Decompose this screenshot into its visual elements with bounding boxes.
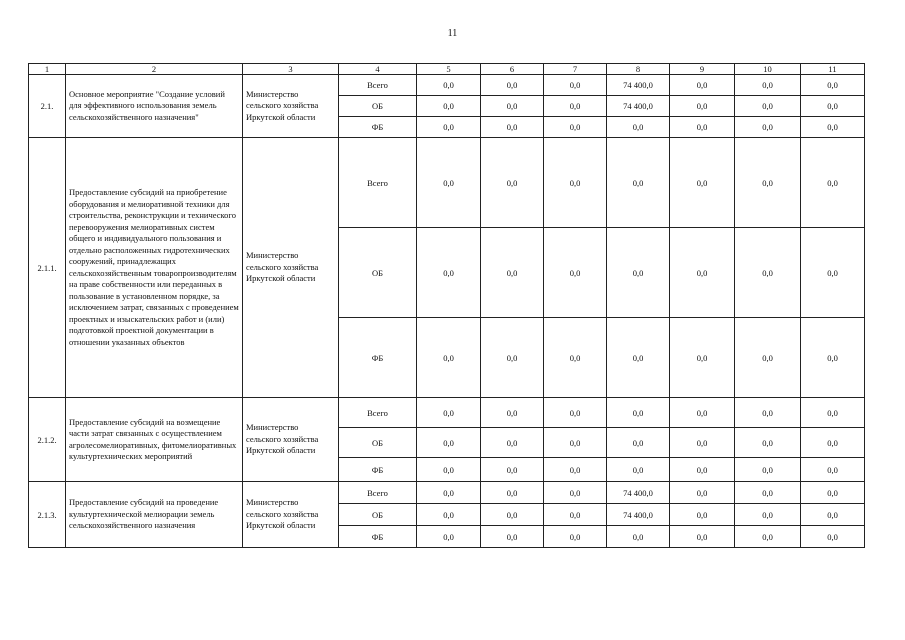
row-code: 2.1. (29, 75, 66, 138)
value-cell: 0,0 (607, 458, 670, 482)
value-cell: 0,0 (607, 318, 670, 398)
value-cell: 0,0 (735, 96, 801, 117)
value-cell: 0,0 (801, 526, 865, 548)
value-cell: 0,0 (735, 526, 801, 548)
value-cell: 0,0 (670, 117, 735, 138)
value-cell: 0,0 (801, 138, 865, 228)
funding-source: ФБ (339, 117, 417, 138)
value-cell: 0,0 (801, 75, 865, 96)
row-description: Предоставление субсидий на приобретение оборудования и мелиоративной техники для строительства, реконструкции и технического перевооружения мелиоративных систем общего и индивидуального пользования и отдельно расположенных гидротехнических сооружений, принадлежащих сельскохозяйственным товаропроизводителям на праве собственности или переданных в пользование в установленном порядке, за исключением затрат, связанных с проведением проектных и изыскательских работ и (или) подготовкой проектной документации в отношении указанных объектов (66, 138, 243, 398)
value-cell: 0,0 (801, 117, 865, 138)
value-cell: 0,0 (544, 228, 607, 318)
funding-source: Всего (339, 75, 417, 96)
value-cell: 0,0 (670, 504, 735, 526)
value-cell: 0,0 (481, 458, 544, 482)
value-cell: 0,0 (801, 428, 865, 458)
row-code: 2.1.2. (29, 398, 66, 482)
row-code: 2.1.1. (29, 138, 66, 398)
funding-source: Всего (339, 138, 417, 228)
value-cell: 0,0 (544, 458, 607, 482)
row-code: 2.1.3. (29, 482, 66, 548)
value-cell: 0,0 (481, 526, 544, 548)
row-executor: Министерство сельского хозяйства Иркутской области (243, 138, 339, 398)
row-executor: Министерство сельского хозяйства Иркутской области (243, 398, 339, 482)
column-header: 2 (66, 64, 243, 75)
value-cell: 0,0 (735, 318, 801, 398)
value-cell: 0,0 (801, 504, 865, 526)
table-row (29, 138, 865, 228)
value-cell: 0,0 (544, 428, 607, 458)
value-cell: 0,0 (670, 526, 735, 548)
funding-source: Всего (339, 482, 417, 504)
value-cell: 0,0 (481, 398, 544, 428)
column-header: 7 (544, 64, 607, 75)
value-cell: 0,0 (607, 428, 670, 458)
value-cell: 0,0 (735, 482, 801, 504)
value-cell: 0,0 (670, 398, 735, 428)
value-cell: 0,0 (544, 138, 607, 228)
funding-source: ФБ (339, 526, 417, 548)
value-cell: 0,0 (670, 75, 735, 96)
value-cell: 74 400,0 (607, 504, 670, 526)
column-header: 6 (481, 64, 544, 75)
value-cell: 0,0 (801, 228, 865, 318)
row-description: Предоставление субсидий на возмещение части затрат связанных с осуществлением агролесомелиоративных, фитомелиоративных культуртехнических мероприятий (66, 398, 243, 482)
value-cell: 0,0 (544, 117, 607, 138)
value-cell: 0,0 (801, 398, 865, 428)
column-header: 4 (339, 64, 417, 75)
column-header: 1 (29, 64, 66, 75)
value-cell: 0,0 (735, 458, 801, 482)
value-cell: 0,0 (735, 117, 801, 138)
page-number: 11 (447, 28, 458, 39)
value-cell: 0,0 (417, 96, 481, 117)
value-cell: 0,0 (670, 318, 735, 398)
value-cell: 0,0 (417, 458, 481, 482)
column-header: 11 (801, 64, 865, 75)
value-cell: 0,0 (417, 482, 481, 504)
value-cell: 0,0 (607, 398, 670, 428)
row-description: Основное мероприятие "Создание условий для эффективного использования земель сельскохозяйственного назначения" (66, 75, 243, 138)
value-cell: 0,0 (670, 138, 735, 228)
table-row (29, 75, 865, 96)
value-cell: 0,0 (607, 526, 670, 548)
value-cell: 0,0 (481, 96, 544, 117)
value-cell: 0,0 (481, 428, 544, 458)
value-cell: 0,0 (481, 138, 544, 228)
value-cell: 0,0 (481, 504, 544, 526)
value-cell: 0,0 (607, 117, 670, 138)
table-row (29, 482, 865, 504)
column-header: 5 (417, 64, 481, 75)
value-cell: 0,0 (417, 138, 481, 228)
value-cell: 0,0 (544, 96, 607, 117)
value-cell: 0,0 (735, 398, 801, 428)
value-cell: 0,0 (417, 75, 481, 96)
value-cell: 0,0 (735, 428, 801, 458)
value-cell: 0,0 (735, 75, 801, 96)
value-cell: 0,0 (670, 458, 735, 482)
value-cell: 0,0 (670, 482, 735, 504)
value-cell: 0,0 (801, 96, 865, 117)
value-cell: 0,0 (417, 318, 481, 398)
value-cell: 0,0 (544, 504, 607, 526)
row-executor: Министерство сельского хозяйства Иркутской области (243, 75, 339, 138)
value-cell: 74 400,0 (607, 96, 670, 117)
funding-source: ОБ (339, 428, 417, 458)
header-row (29, 64, 865, 75)
value-cell: 0,0 (670, 428, 735, 458)
value-cell: 0,0 (481, 75, 544, 96)
value-cell: 0,0 (735, 138, 801, 228)
value-cell: 0,0 (801, 318, 865, 398)
value-cell: 0,0 (544, 398, 607, 428)
value-cell: 0,0 (801, 482, 865, 504)
funding-source: Всего (339, 398, 417, 428)
funding-source: ОБ (339, 504, 417, 526)
row-description: Предоставление субсидий на проведение культуртехнической мелиорации земель сельскохозяйственного назначения (66, 482, 243, 548)
value-cell: 74 400,0 (607, 482, 670, 504)
value-cell: 0,0 (544, 526, 607, 548)
value-cell: 0,0 (417, 504, 481, 526)
value-cell: 0,0 (417, 526, 481, 548)
funding-source: ОБ (339, 96, 417, 117)
value-cell: 0,0 (481, 117, 544, 138)
column-header: 3 (243, 64, 339, 75)
funding-source: ФБ (339, 458, 417, 482)
funding-source: ФБ (339, 318, 417, 398)
column-header: 10 (735, 64, 801, 75)
value-cell: 0,0 (481, 228, 544, 318)
value-cell: 0,0 (417, 398, 481, 428)
value-cell: 0,0 (481, 482, 544, 504)
value-cell: 74 400,0 (607, 75, 670, 96)
funding-source: ОБ (339, 228, 417, 318)
column-header: 8 (607, 64, 670, 75)
value-cell: 0,0 (607, 138, 670, 228)
value-cell: 0,0 (544, 75, 607, 96)
value-cell: 0,0 (417, 117, 481, 138)
value-cell: 0,0 (481, 318, 544, 398)
row-executor: Министерство сельского хозяйства Иркутской области (243, 482, 339, 548)
value-cell: 0,0 (670, 228, 735, 318)
budget-table (28, 63, 865, 548)
value-cell: 0,0 (417, 228, 481, 318)
value-cell: 0,0 (607, 228, 670, 318)
value-cell: 0,0 (417, 428, 481, 458)
value-cell: 0,0 (544, 482, 607, 504)
value-cell: 0,0 (801, 458, 865, 482)
value-cell: 0,0 (544, 318, 607, 398)
table-row (29, 398, 865, 428)
value-cell: 0,0 (670, 96, 735, 117)
column-header: 9 (670, 64, 735, 75)
value-cell: 0,0 (735, 228, 801, 318)
value-cell: 0,0 (735, 504, 801, 526)
